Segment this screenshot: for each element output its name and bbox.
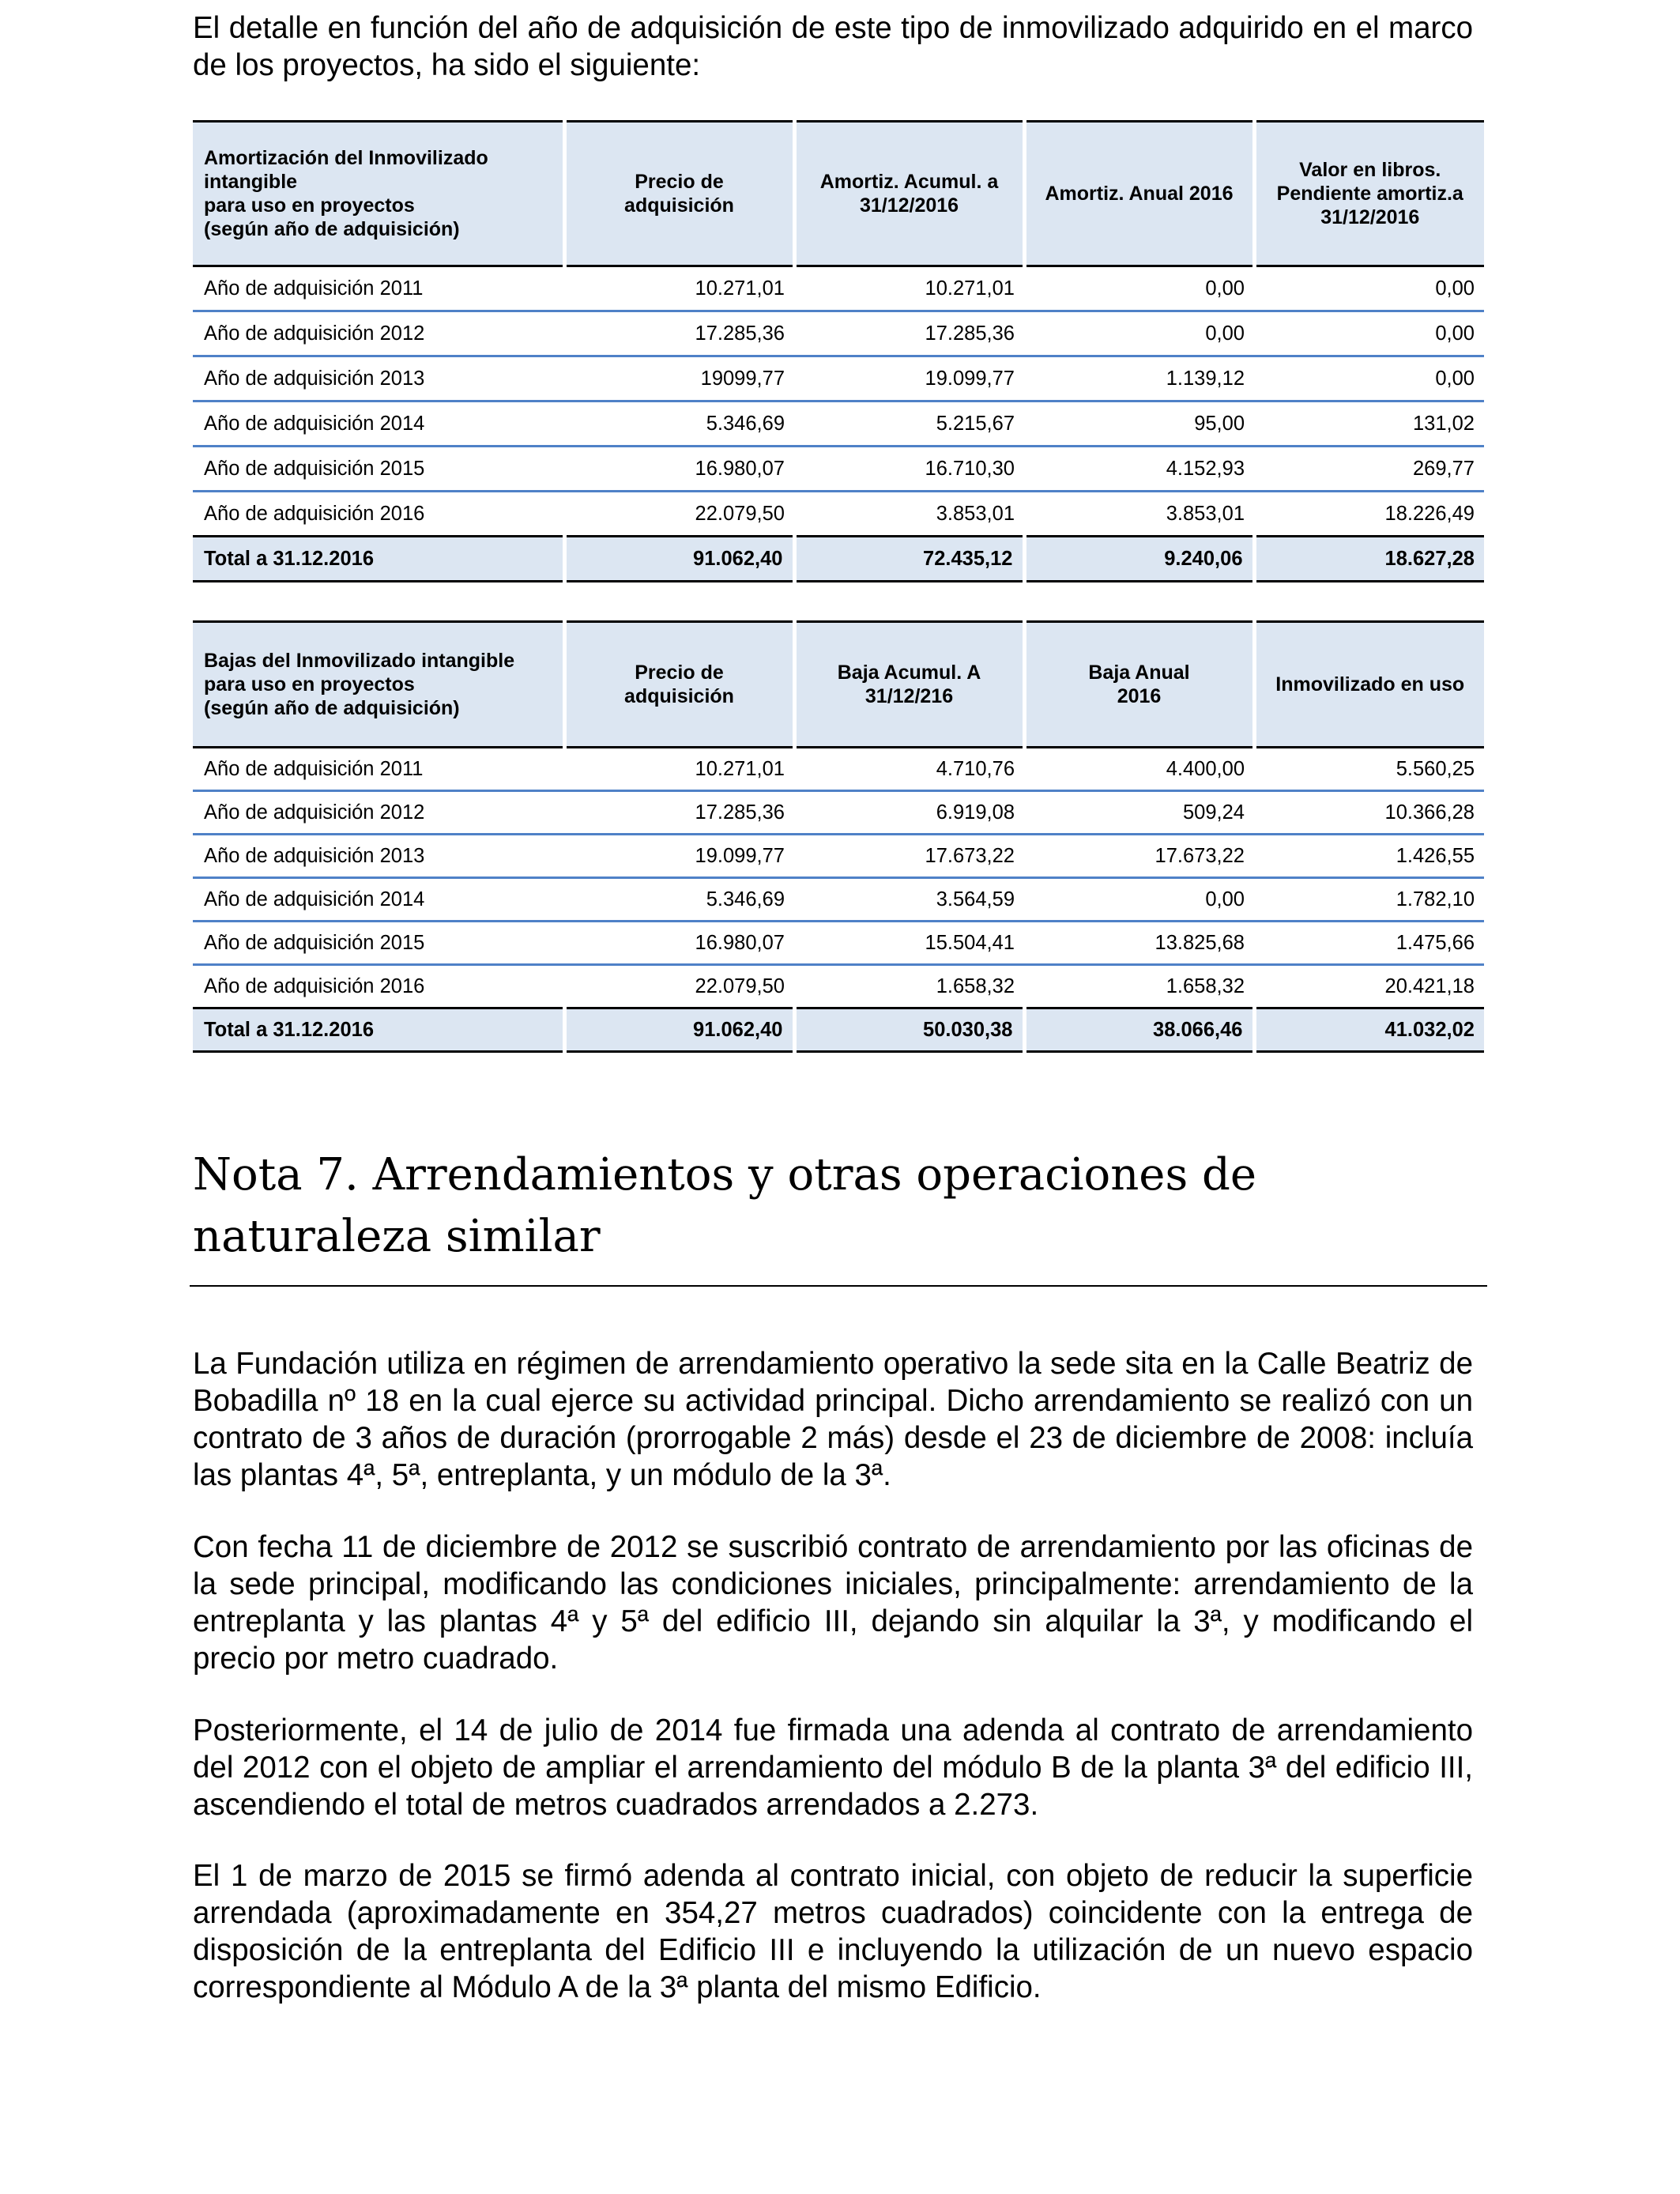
cell-value: 3.853,01 [1024,492,1254,537]
table-header-row [193,122,1484,266]
cell-value: 16.980,07 [564,447,794,492]
row-label: Año de adquisición 2011 [193,266,564,311]
table-row [193,447,1484,492]
cell-value: 1.475,66 [1254,922,1484,965]
total-value: 50.030,38 [794,1008,1024,1052]
cell-value: 95,00 [1024,401,1254,447]
cell-value: 10.271,01 [564,266,794,311]
cell-value: 17.285,36 [564,791,794,835]
cell-value: 19.099,77 [794,356,1024,401]
table-row [193,266,1484,311]
cell-value: 269,77 [1254,447,1484,492]
table-row [193,922,1484,965]
body-paragraph: Posteriormente, el 14 de julio de 2014 fue firmada una adenda al contrato de arrendamiento del 2012 con el objeto de ampliar el arrendamiento del módulo B de la planta 3ª del edificio III, ascendiendo el total de metros cuadrados arrendados a 2.273. [193,1713,1473,1822]
header-annual-disposal: Baja Anual 2016 [1024,622,1254,748]
header-concept: Bajas del Inmovilizado intangible para uso en proyectos (según año de adquisición) [193,622,564,748]
cell-value: 5.346,69 [564,401,794,447]
amortization-table [193,120,1484,582]
cell-value: 5.346,69 [564,878,794,922]
header-annual-amortization: Amortiz. Anual 2016 [1024,122,1254,266]
cell-value: 10.271,01 [794,266,1024,311]
intro-paragraph: El detalle en función del año de adquisición de este tipo de inmovilizado adquirido en el marco de los proyectos, ha sido el siguiente: [193,11,1473,82]
table-row [193,401,1484,447]
cell-value: 18.226,49 [1254,492,1484,537]
cell-value: 1.426,55 [1254,835,1484,878]
total-row [193,537,1484,582]
cell-value: 10.366,28 [1254,791,1484,835]
body-paragraph: La Fundación utiliza en régimen de arrendamiento operativo la sede sita en la Calle Beatriz de Bobadilla nº 18 en la cual ejerce su actividad principal. Dicho arrendamiento se realizó con un contrato de 3 años de duración (prorrogable 2 más) desde el 23 de diciembre de 2008: incluía las plantas 4ª, 5ª, entreplanta, y un módulo de la 3ª. [193,1347,1473,1492]
cell-value: 16.710,30 [794,447,1024,492]
row-label: Año de adquisición 2013 [193,356,564,401]
row-label: Año de adquisición 2012 [193,791,564,835]
row-label: Año de adquisición 2011 [193,748,564,791]
cell-value: 1.139,12 [1024,356,1254,401]
table-row [193,748,1484,791]
cell-value: 15.504,41 [794,922,1024,965]
total-value: 91.062,40 [564,537,794,582]
total-label: Total a 31.12.2016 [193,1008,564,1052]
cell-value: 0,00 [1254,311,1484,356]
total-value: 18.627,28 [1254,537,1484,582]
body-paragraph: Con fecha 11 de diciembre de 2012 se suscribió contrato de arrendamiento por las oficinas de la sede principal, modificando las condiciones iniciales, principalmente: arrendamiento de la entreplanta y las plantas 4ª y 5ª del edificio III, dejando sin alquilar la 3ª, y modificando el precio por metro cuadrado. [193,1530,1473,1676]
header-accumulated-amortization: Amortiz. Acumul. a 31/12/2016 [794,122,1024,266]
section-heading: Nota 7. Arrendamientos y otras operaciones de naturaleza similar [193,1149,1256,1262]
table-row [193,492,1484,537]
header-assets-in-use: Inmovilizado en uso [1254,622,1484,748]
row-label: Año de adquisición 2012 [193,311,564,356]
table-row [193,311,1484,356]
body-paragraph: El 1 de marzo de 2015 se firmó adenda al contrato inicial, con objeto de reducir la superficie arrendada (aproximadamente en 354,27 metros cuadrados) coincidente con la entrega de disposición de la entreplanta del Edificio III e incluyendo la utilización de un nuevo espacio correspondiente al Módulo A de la 3ª planta del mismo Edificio. [193,1859,1473,2004]
table-row [193,791,1484,835]
table-header-row [193,622,1484,748]
total-value: 41.032,02 [1254,1008,1484,1052]
row-label: Año de adquisición 2013 [193,835,564,878]
cell-value: 22.079,50 [564,492,794,537]
total-value: 38.066,46 [1024,1008,1254,1052]
cell-value: 1.658,32 [1024,965,1254,1008]
row-label: Año de adquisición 2014 [193,878,564,922]
total-value: 9.240,06 [1024,537,1254,582]
cell-value: 4.152,93 [1024,447,1254,492]
total-value: 91.062,40 [564,1008,794,1052]
table-row [193,878,1484,922]
cell-value: 4.400,00 [1024,748,1254,791]
header-concept: Amortización del Inmovilizado intangible para uso en proyectos (según año de adquisición) [193,122,564,266]
cell-value: 13.825,68 [1024,922,1254,965]
cell-value: 0,00 [1254,356,1484,401]
cell-value: 10.271,01 [564,748,794,791]
total-row [193,1008,1484,1052]
disposals-table [193,620,1484,1053]
header-purchase-price: Precio de adquisición [564,622,794,748]
total-label: Total a 31.12.2016 [193,537,564,582]
cell-value: 1.658,32 [794,965,1024,1008]
cell-value: 5.560,25 [1254,748,1484,791]
row-label: Año de adquisición 2015 [193,447,564,492]
cell-value: 3.853,01 [794,492,1024,537]
table-row [193,835,1484,878]
total-value: 72.435,12 [794,537,1024,582]
table-row [193,965,1484,1008]
row-label: Año de adquisición 2016 [193,492,564,537]
cell-value: 17.285,36 [564,311,794,356]
header-accumulated-disposal: Baja Acumul. A 31/12/216 [794,622,1024,748]
cell-value: 17.285,36 [794,311,1024,356]
heading-divider [190,1285,1487,1287]
row-label: Año de adquisición 2015 [193,922,564,965]
cell-value: 16.980,07 [564,922,794,965]
header-book-value: Valor en libros. Pendiente amortiz.a 31/12/2016 [1254,122,1484,266]
cell-value: 0,00 [1254,266,1484,311]
cell-value: 0,00 [1024,878,1254,922]
cell-value: 1.782,10 [1254,878,1484,922]
cell-value: 17.673,22 [1024,835,1254,878]
cell-value: 0,00 [1024,266,1254,311]
cell-value: 19099,77 [564,356,794,401]
table-row [193,356,1484,401]
cell-value: 4.710,76 [794,748,1024,791]
header-purchase-price: Precio de adquisición [564,122,794,266]
cell-value: 6.919,08 [794,791,1024,835]
cell-value: 17.673,22 [794,835,1024,878]
cell-value: 3.564,59 [794,878,1024,922]
cell-value: 19.099,77 [564,835,794,878]
cell-value: 22.079,50 [564,965,794,1008]
row-label: Año de adquisición 2016 [193,965,564,1008]
cell-value: 20.421,18 [1254,965,1484,1008]
row-label: Año de adquisición 2014 [193,401,564,447]
cell-value: 5.215,67 [794,401,1024,447]
cell-value: 0,00 [1024,311,1254,356]
cell-value: 509,24 [1024,791,1254,835]
cell-value: 131,02 [1254,401,1484,447]
